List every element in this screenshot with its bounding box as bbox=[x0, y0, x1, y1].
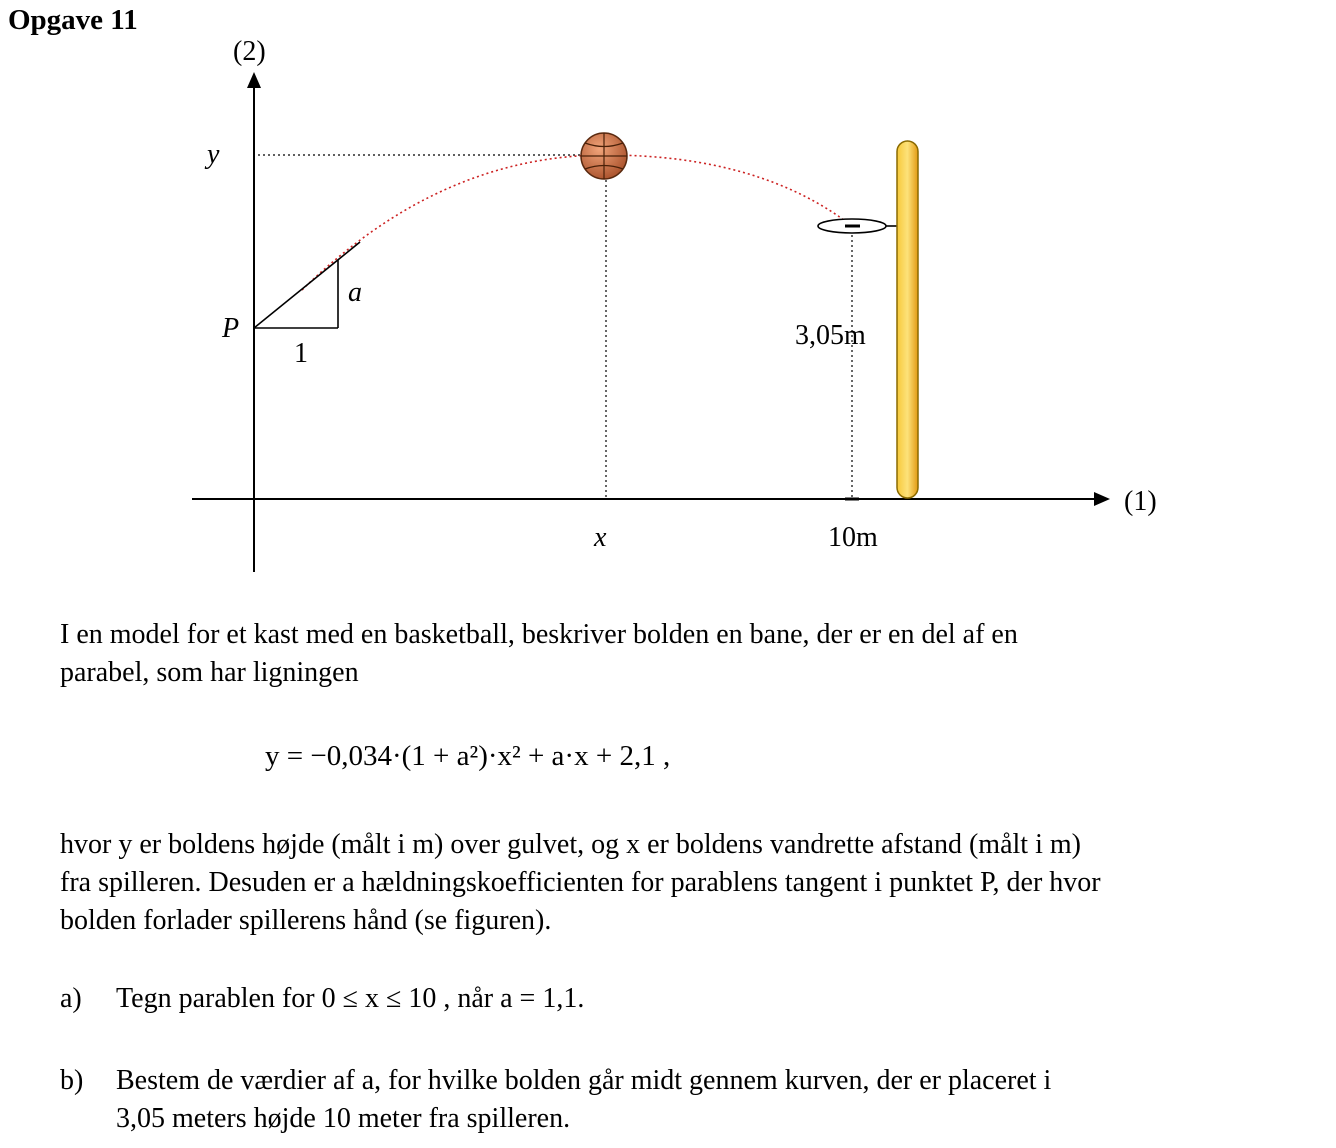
tangent-line bbox=[254, 242, 360, 328]
y-axis-label: (2) bbox=[233, 36, 266, 67]
question-b-label: b) bbox=[60, 1065, 84, 1096]
basket-pole bbox=[897, 141, 918, 498]
question-b bbox=[60, 1062, 1052, 1134]
y-axis-arrow bbox=[247, 72, 261, 88]
ball-trajectory bbox=[302, 155, 852, 290]
explanation-line-1: hvor y er boldens højde (målt i m) over gulvet, og x er boldens vandrette afstand (målt i m) bbox=[60, 829, 1081, 860]
x-axis-arrow bbox=[1094, 492, 1110, 506]
point-label: P bbox=[222, 313, 240, 344]
question-b-text bbox=[116, 1062, 1051, 1138]
explanation-paragraph bbox=[60, 826, 1101, 940]
question-b-line-2: 3,05 meters højde 10 meter fra spilleren. bbox=[116, 1103, 571, 1134]
question-a-label: a) bbox=[60, 983, 82, 1014]
x-marker: x bbox=[594, 522, 607, 553]
question-a bbox=[60, 980, 585, 1018]
parabola-equation: y = −0,034·(1 + a²)·x² + a·x + 2,1 , bbox=[265, 740, 671, 772]
intro-paragraph bbox=[60, 616, 1018, 692]
intro-line-2: parabel, som har ligningen bbox=[60, 657, 359, 688]
y-marker: y bbox=[207, 139, 220, 170]
slope-label: a bbox=[348, 277, 362, 308]
intro-line-1: I en model for et kast med en basketball, beskriver bolden en bane, der er en del af en bbox=[60, 619, 1018, 650]
basketball bbox=[581, 133, 627, 179]
question-a-text: Tegn parablen for 0 ≤ x ≤ 10 , når a = 1,1. bbox=[116, 983, 585, 1014]
hoop-distance-label: 10m bbox=[828, 522, 878, 553]
x-axis-label: (1) bbox=[1124, 486, 1157, 517]
question-b-line-1: Bestem de værdier af a, for hvilke bolden går midt gennem kurven, der er placeret i bbox=[116, 1065, 1052, 1096]
explanation-line-2: fra spilleren. Desuden er a hældningskoefficienten for parablens tangent i punktet P, der hvor bbox=[60, 867, 1101, 898]
problem-title: Opgave 11 bbox=[8, 4, 138, 36]
hoop-height-label: 3,05m bbox=[795, 320, 866, 351]
explanation-line-3: bolden forlader spillerens hånd (se figuren). bbox=[60, 905, 552, 936]
run-label: 1 bbox=[294, 338, 308, 369]
